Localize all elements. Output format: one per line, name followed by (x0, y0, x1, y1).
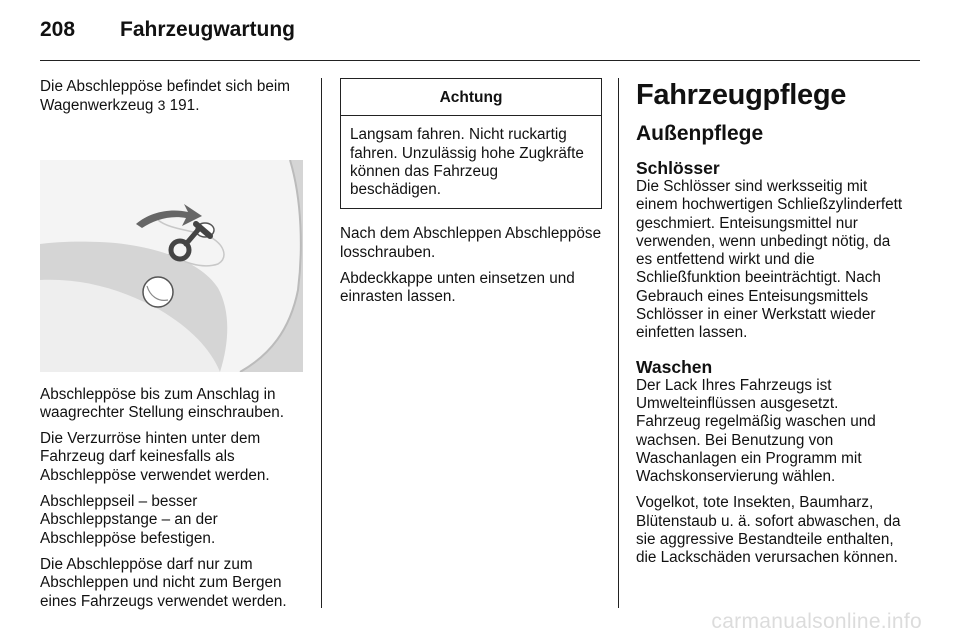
paragraph-screw-in: Abschleppöse bis zum Anschlag in waagrechter Stellung einschrauben. (40, 385, 285, 421)
page-reference-link[interactable]: 191. (169, 97, 200, 115)
page-header (40, 18, 295, 48)
paragraph-lashing-eye: Die Verzurröse hinten unter dem Fahrzeug darf keinesfalls als Abschleppöse verwendet werden. (40, 430, 270, 484)
washing-text-2: Vogelkot, tote Insekten, Baumharz, Blütenstaub u. ä. sofort abwaschen, da sie aggressive Bestandteile enthalten, die Lackschäden verursachen können. (636, 494, 901, 567)
paragraph-tow-rope: Abschleppseil – besser Abschleppstange – an der Abschleppöse befestigen. (40, 493, 218, 547)
paragraph-unscrew: Nach dem Abschleppen Abschleppöse losschrauben. (340, 225, 602, 261)
intro-line-2: Wagenwerkzeug (40, 97, 158, 115)
cover-cap (143, 277, 173, 307)
paragraph-towing-only: Die Abschleppöse darf nur zum Abschleppen und nicht zum Bergen eines Fahrzeugs verwendet werden. (40, 555, 287, 610)
locks-text: Die Schlösser sind werksseitig mit einem hochwertigen Schließzylinderfett geschmiert. Enteisungsmittel nur verwenden, wenn unbedingt nötig, da es entfettend wirkt und die Schließfunktion beeinträchtigt. Nach Gebrauch eines Enteisungsmittels Schlösser in einer Werkstatt wieder einfetten lassen. (636, 178, 903, 342)
warning-text: Langsam fahren. Nicht ruckartig fahren. Unzulässig hohe Zugkräfte können das Fahrzeug beschädigen. (350, 126, 584, 199)
middle-column (340, 78, 602, 315)
intro-text (40, 78, 308, 116)
column-divider-right (618, 78, 619, 608)
header-rule (40, 60, 920, 61)
subsection-title: Außenpflege (636, 122, 764, 145)
watermark: carmanualsonline.info (711, 610, 922, 633)
locks-heading: Schlösser (636, 158, 720, 178)
paragraph-cover: Abdeckkappe unten einsetzen und einrasten lassen. (340, 270, 575, 306)
page-number: 208 (40, 18, 76, 41)
page-title: Fahrzeugwartung (120, 18, 296, 41)
right-column (636, 78, 906, 576)
warning-box (340, 78, 602, 209)
page-reference-arrow-icon: 3 (157, 97, 166, 114)
washing-heading: Waschen (636, 356, 713, 377)
warning-title: Achtung (341, 79, 601, 116)
left-column (40, 78, 308, 619)
towing-eye-illustration (40, 160, 303, 372)
column-divider-left (321, 78, 322, 608)
intro-line-1: Die Abschleppöse befindet sich beim (40, 78, 291, 95)
washing-text-1: Der Lack Ihres Fahrzeugs ist Umwelteinflüssen ausgesetzt. Fahrzeug regelmäßig waschen und wachsen. Bei Benutzung von Waschanlagen ein Programm mit Wachskonservierung wählen. (636, 376, 876, 486)
section-title: Fahrzeugpflege (636, 79, 847, 111)
towing-eye-figure (40, 160, 303, 372)
